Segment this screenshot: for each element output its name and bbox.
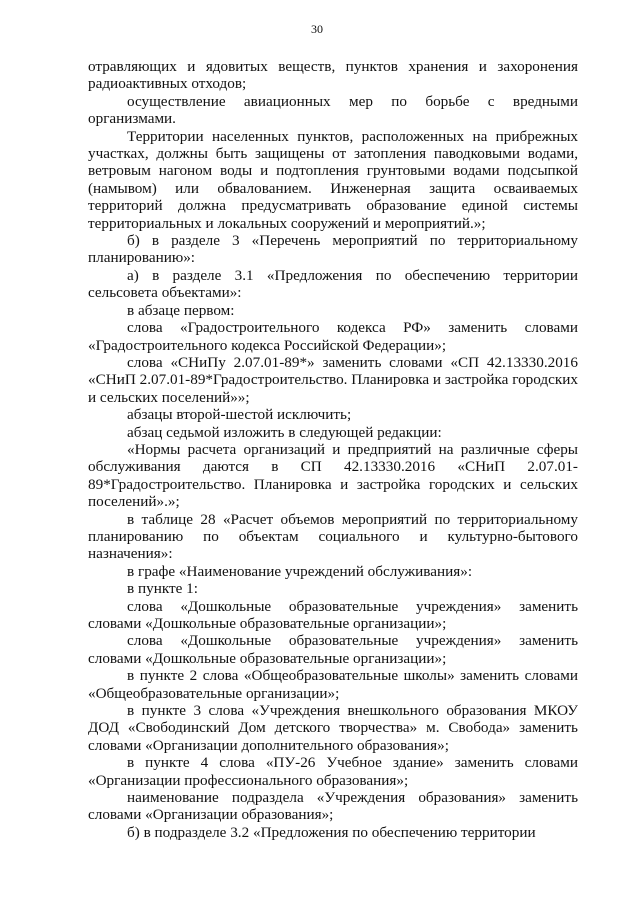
paragraph: абзацы второй-шестой исключить;: [127, 406, 352, 424]
paragraph: в пункте 3 слова «Учреждения внешкольного образования МКОУ ДОД «Свободинский Дом детского творчества» м. Свобода» заменить словами «Организации дополнительного образования»;: [88, 702, 578, 754]
paragraph: б) в разделе 3 «Перечень мероприятий по территориальному планированию»:: [88, 232, 578, 267]
paragraph: слова «Градостроительного кодекса РФ» заменить словами «Градостроительного кодекса Российской Федерации»;: [88, 319, 578, 354]
paragraph: в таблице 28 «Расчет объемов мероприятий по территориальному планированию по объектам социального и культурно-бытового назначения»:: [88, 510, 578, 563]
paragraph: б) в подразделе 3.2 «Предложения по обеспечению территории: [127, 823, 536, 841]
paragraph: в абзаце первом:: [127, 301, 235, 319]
paragraph: отравляющих и ядовитых веществ, пунктов хранения и захоронения радиоактивных отходов;: [88, 58, 578, 93]
paragraph: в пункте 4 слова «ПУ-26 Учебное здание» заменить словами «Организации профессионального образования»;: [88, 754, 578, 789]
paragraph: Территории населенных пунктов, расположенных на прибрежных участках, должны быть защищены от затопления паводковыми водами, ветровым нагоном воды и подтопления грунтовыми водами подсыпкой (намывом) или обвалованием. Инженерная защита осваиваемых территорий должна предусматривать образование единой системы территориальных и локальных сооружений и мероприятий.»;: [88, 127, 578, 232]
paragraph: а) в разделе 3.1 «Предложения по обеспечению территории сельсовета объектами»:: [88, 266, 578, 302]
paragraph: слова «Дошкольные образовательные учреждения» заменить словами «Дошкольные образовательные организации»;: [88, 597, 578, 632]
page-number: 30: [311, 22, 323, 36]
paragraph: слова «СНиПу 2.07.01-89*» заменить словами «СП 42.13330.2016 «СНиП 2.07.01-89*Градостроительство. Планировка и застройка городских и сельских поселений»»;: [88, 353, 578, 406]
paragraph: «Нормы расчета организаций и предприятий на различные сферы обслуживания даются в СП 42.13330.2016 «СНиП 2.07.01-89*Градостроительство. Планировка и застройка городских и сельских поселений».»;: [88, 440, 578, 511]
paragraph: в пункте 1:: [127, 580, 198, 598]
paragraph: наименование подраздела «Учреждения образования» заменить словами «Организации образования»;: [88, 789, 578, 824]
paragraph: в пункте 2 слова «Общеобразовательные школы» заменить словами «Общеобразовательные организации»;: [88, 667, 578, 702]
document-body: [88, 58, 578, 841]
paragraph: в графе «Наименование учреждений обслуживания»:: [127, 562, 473, 580]
paragraph: осуществление авиационных мер по борьбе с вредными организмами.: [88, 92, 578, 128]
paragraph: слова «Дошкольные образовательные учреждения» заменить словами «Дошкольные образовательные организации»;: [88, 632, 578, 667]
paragraph: абзац седьмой изложить в следующей редакции:: [127, 423, 442, 441]
